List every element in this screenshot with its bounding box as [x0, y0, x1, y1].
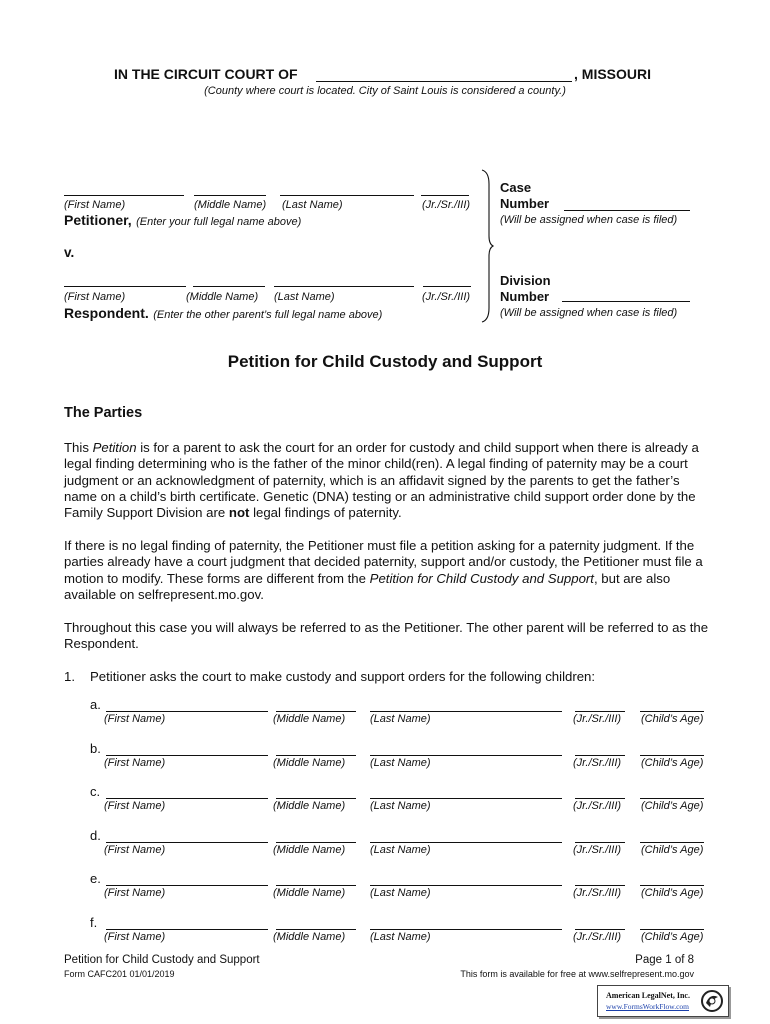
child-row-letter: a.	[90, 697, 101, 712]
child-suffix-line[interactable]	[575, 929, 625, 930]
publisher-logo-icon	[700, 989, 724, 1013]
publisher-name: American LegalNet, Inc.	[606, 991, 690, 1000]
child-middle-line[interactable]	[276, 711, 356, 712]
child-last-line[interactable]	[370, 798, 562, 799]
respondent-suffix-line[interactable]	[423, 286, 471, 287]
respondent-middle-name-line[interactable]	[193, 286, 265, 287]
county-input-line[interactable]	[316, 81, 572, 82]
child-first-line[interactable]	[106, 842, 268, 843]
child-age-label: (Child’s Age)	[641, 843, 704, 856]
child-suffix-label: (Jr./Sr./III)	[573, 887, 622, 899]
respondent-title-row	[64, 305, 382, 323]
child-age-label: (Child’s Age)	[641, 756, 704, 769]
division-note: (Will be assigned when case is filed)	[500, 307, 678, 319]
child-last-line[interactable]	[370, 929, 562, 930]
petitioner-suffix-label: (Jr./Sr./III)	[422, 199, 471, 211]
respondent-title: Respondent.	[64, 305, 149, 321]
child-row-letter: e.	[90, 871, 101, 886]
child-middle-label: (Middle Name)	[273, 887, 346, 899]
respondent-last-label: (Last Name)	[274, 291, 335, 303]
item-1	[64, 669, 596, 684]
petitioner-title: Petitioner,	[64, 212, 132, 228]
child-first-label: (First Name)	[104, 713, 166, 725]
child-first-label: (First Name)	[104, 756, 166, 769]
child-last-line[interactable]	[370, 711, 562, 712]
child-age-line[interactable]	[640, 755, 704, 756]
child-first-line[interactable]	[106, 885, 268, 886]
petitioner-last-name-line[interactable]	[280, 195, 414, 196]
child-row-letter: b.	[90, 740, 101, 756]
versus-label: v.	[64, 245, 75, 260]
caption-brace	[478, 168, 494, 324]
child-middle-label: (Middle Name)	[273, 843, 346, 856]
child-age-line[interactable]	[640, 798, 704, 799]
respondent-suffix-label: (Jr./Sr./III)	[422, 291, 471, 303]
child-suffix-label: (Jr./Sr./III)	[573, 930, 622, 943]
child-middle-label: (Middle Name)	[273, 800, 346, 812]
case-number-label: Number	[500, 196, 550, 211]
child-last-line[interactable]	[370, 885, 562, 886]
child-middle-line[interactable]	[276, 798, 356, 799]
child-age-label: (Child’s Age)	[641, 930, 704, 943]
parties-heading: The Parties	[64, 405, 143, 421]
child-last-label: (Last Name)	[370, 887, 431, 899]
child-row-letter: f.	[90, 914, 98, 930]
child-first-label: (First Name)	[104, 800, 166, 812]
respondent-middle-label: (Middle Name)	[186, 291, 259, 303]
petitioner-middle-label: (Middle Name)	[194, 199, 267, 211]
petitioner-suffix-line[interactable]	[421, 195, 469, 196]
child-suffix-line[interactable]	[575, 842, 625, 843]
child-first-label: (First Name)	[104, 843, 166, 856]
item-1-text: Petitioner asks the court to make custody and support orders for the following children:	[90, 669, 596, 684]
child-age-label: (Child’s Age)	[641, 800, 704, 812]
county-note: (County where court is located. City of Saint Louis is considered a county.)	[204, 85, 566, 97]
case-note: (Will be assigned when case is filed)	[500, 214, 678, 226]
item-1-number: 1.	[64, 669, 75, 684]
division-number-line[interactable]	[562, 301, 690, 302]
child-age-line[interactable]	[640, 842, 704, 843]
child-row-letter: c.	[90, 784, 101, 799]
child-middle-line[interactable]	[276, 885, 356, 886]
child-last-line[interactable]	[370, 842, 562, 843]
footer-availability: This form is available for free at www.selfrepresent.mo.gov	[460, 969, 694, 979]
child-middle-line[interactable]	[276, 755, 356, 756]
footer-form-id: Form CAFC201 01/01/2019	[64, 969, 175, 979]
publisher-url[interactable]: www.FormsWorkFlow.com	[606, 1002, 690, 1011]
publisher-badge[interactable]	[597, 985, 729, 1017]
child-middle-line[interactable]	[276, 842, 356, 843]
paragraph-2: If there is no legal finding of paternity, the Petitioner must file a petition asking for a paternity judgment. If the parties already have a court judgment that decided paternity, support and/or custody, the Petitioner must file a motion to modify. These forms are different from the Petition for Child Custody and Support, but are also available on selfrepresent.mo.gov.	[64, 538, 703, 602]
child-last-label: (Last Name)	[370, 800, 431, 812]
child-age-label: (Child’s Age)	[641, 887, 704, 899]
child-age-label: (Child’s Age)	[641, 713, 704, 725]
child-age-line[interactable]	[640, 711, 704, 712]
child-first-line[interactable]	[106, 711, 268, 712]
petitioner-first-name-line[interactable]	[64, 195, 184, 196]
respondent-note: (Enter the other parent’s full legal name above)	[153, 309, 383, 321]
page-title: Petition for Child Custody and Support	[227, 352, 543, 371]
child-first-line[interactable]	[106, 755, 268, 756]
child-suffix-label: (Jr./Sr./III)	[573, 800, 622, 812]
case-label: Case	[500, 180, 532, 195]
child-last-label: (Last Name)	[370, 930, 431, 943]
petitioner-note: (Enter your full legal name above)	[136, 216, 302, 228]
petitioner-title-row	[64, 212, 301, 230]
petitioner-last-label: (Last Name)	[282, 199, 343, 211]
petitioner-middle-name-line[interactable]	[194, 195, 266, 196]
child-suffix-label: (Jr./Sr./III)	[573, 843, 622, 856]
case-number-line[interactable]	[564, 210, 690, 211]
child-first-line[interactable]	[106, 929, 268, 930]
child-age-line[interactable]	[640, 929, 704, 930]
respondent-last-name-line[interactable]	[274, 286, 414, 287]
child-middle-label: (Middle Name)	[273, 930, 346, 943]
court-prefix: IN THE CIRCUIT COURT OF	[114, 66, 298, 82]
child-suffix-label: (Jr./Sr./III)	[573, 713, 622, 725]
child-suffix-line[interactable]	[575, 711, 625, 712]
division-number-label: Number	[500, 289, 550, 304]
child-first-line[interactable]	[106, 798, 268, 799]
child-last-line[interactable]	[370, 755, 562, 756]
paragraph-1: This Petition is for a parent to ask the court for an order for custody and child support when there is already a legal finding determining who is the father of the minor child(ren). A legal finding of paternity may be a court judgment or an acknowledgment of paternity, which is an affidavit signed by the parents to get the father’s name on a child’s birth certificate. Genetic (DNA) testing or an administrative child support order done by the Family Support Division are not legal findings of paternity.	[64, 440, 699, 521]
respondent-first-name-line[interactable]	[64, 286, 186, 287]
petitioner-first-label: (First Name)	[64, 199, 126, 211]
child-first-label: (First Name)	[104, 930, 166, 943]
child-suffix-line[interactable]	[575, 885, 625, 886]
child-last-label: (Last Name)	[370, 843, 431, 856]
child-suffix-label: (Jr./Sr./III)	[573, 756, 622, 769]
child-suffix-line[interactable]	[575, 755, 625, 756]
child-last-label: (Last Name)	[370, 756, 431, 769]
footer-page: Page 1 of 8	[635, 954, 694, 966]
footer-title: Petition for Child Custody and Support	[64, 954, 260, 966]
division-label: Division	[500, 273, 551, 288]
child-middle-label: (Middle Name)	[273, 713, 346, 725]
child-first-label: (First Name)	[104, 887, 166, 899]
child-age-line[interactable]	[640, 885, 704, 886]
court-suffix: , MISSOURI	[574, 66, 652, 82]
respondent-first-label: (First Name)	[64, 291, 126, 303]
child-middle-line[interactable]	[276, 929, 356, 930]
child-suffix-line[interactable]	[575, 798, 625, 799]
child-row-letter: d.	[90, 827, 101, 843]
paragraph-3: Throughout this case you will always be referred to as the Petitioner. The other parent will be referred to as the Respondent.	[64, 620, 709, 652]
child-middle-label: (Middle Name)	[273, 756, 346, 769]
child-last-label: (Last Name)	[370, 713, 431, 725]
